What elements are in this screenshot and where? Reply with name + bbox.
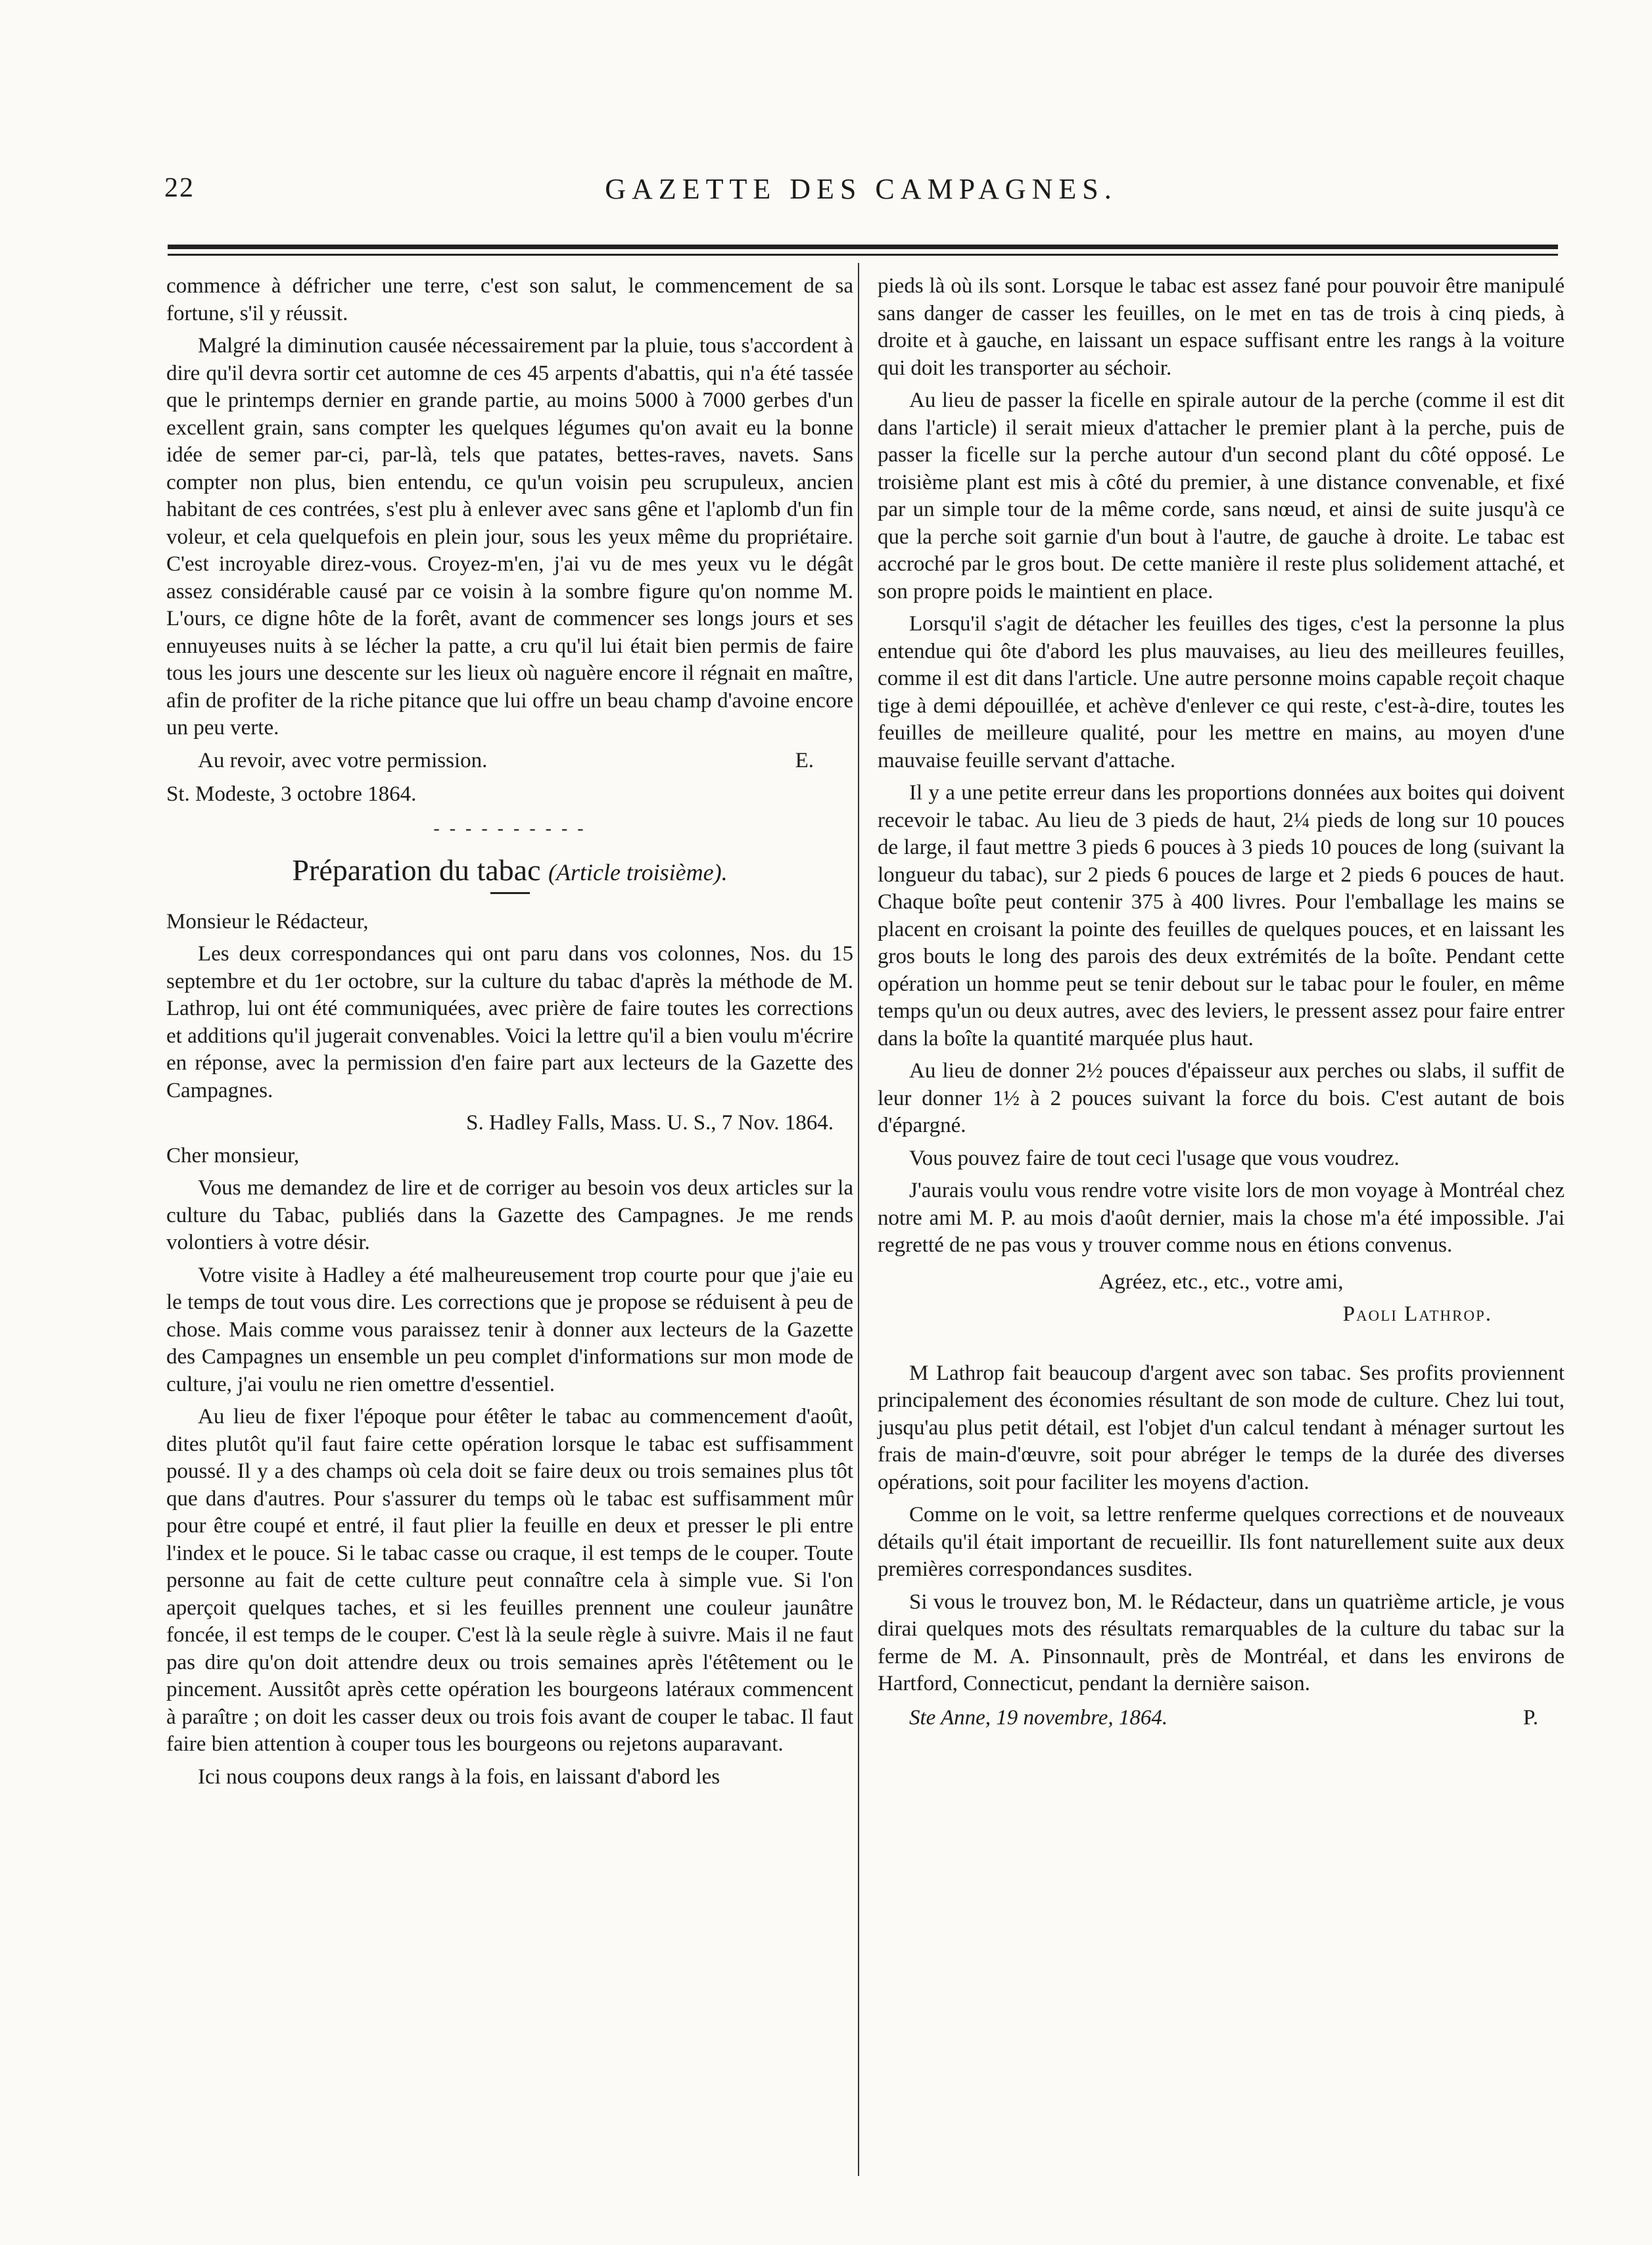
paragraph: Votre visite à Hadley a été malheureusement trop courte pour que j'aie eu le temps de tout vous dire. Les corrections que je propose se réduisent à peu de chose. Mais comme vous paraissez tenir à donner aux lecteurs de la Gazette des Campagnes un ensemble un peu complet d'informations sur mon mode de culture, j'ai voulu ne rien omettre d'essentiel. (166, 1263, 853, 1396)
publication-title: GAZETTE DES CAMPAGNES. (605, 173, 1118, 205)
header-rule-thin (168, 254, 1558, 256)
paragraph: Vous me demandez de lire et de corriger au besoin vos deux articles sur la culture du Tabac, publiés dans la Gazette des Campagnes. Je me rends volontiers à votre désir. (166, 1176, 853, 1254)
page-header (164, 172, 1558, 212)
paragraph: Au lieu de fixer l'époque pour étêter le tabac au commencement d'août, dites plutôt qu'il faut faire cette opération lorsque le tabac est suffisamment poussé. Il y a des champs où cela doit se faire deux ou trois semaines plus tôt que dans d'autres. Pour s'assurer du temps où le tabac est suffisamment mûr pour être coupé et entré, il faut plier la feuille en deux et presser le pli entre l'index et le pouce. Si le tabac casse ou craque, il est temps de le couper. Toute personne au fait de cette culture peut connaître cela à simple vue. Si l'on aperçoit quelques taches, et si les feuilles prennent une couleur jaunâtre foncée, il est temps de le couper. C'est là la seule règle à suivre. Mais il ne faut pas dire qu'on doit attendre deux ou trois semaines après l'étêtement ou le pincement. Aussitôt après cette opération les bourgeons latéraux commencent à paraître ; on doit les casser deux ou trois fois avant de couper le tabac. Il faut faire bien attention à couper tous les bourgeons ou rejetons auparavant. (166, 1405, 853, 1756)
salutation: Monsieur le Rédacteur, (166, 909, 369, 933)
column-divider (858, 263, 859, 2176)
paragraph: Ici nous coupons deux rangs à la fois, en laissant d'abord les (198, 1764, 720, 1789)
article-subtitle: (Article troisième). (548, 859, 728, 886)
title-dash (490, 892, 530, 894)
closing-text: Au revoir, avec votre permission. (198, 748, 488, 772)
right-column (878, 273, 1565, 1732)
letter-dateline: S. Hadley Falls, Mass. U. S., 7 Nov. 1864. (466, 1111, 834, 1135)
paragraph: Il y a une petite erreur dans les proportions données aux boites qui doivent recevoir le tabac. Au lieu de 3 pieds de haut, 2¼ pieds de long sur 10 pouces de large, il faut mettre 3 pieds 6 pouces à 3 pieds 10 pouces de long (suivant la longueur du tabac), sur 2 pieds 6 pouces de large et 2 pieds 6 pouces de haut. Chaque boîte peut contenir 375 à 400 livres. Pour l'emballage les mains se placent en croisant la pointe des feuilles de quelques pouces, et en laissant les gros bouts le long des parois des deux extrémités de la boîte. Pendant cette opération un homme peut se tenir debout sur le tabac pour le fouler, en même temps qu'un ou deux autres, avec des leviers, le pressent assez pour faire entrer dans la boîte la quantité marquée plus haut. (878, 781, 1565, 1051)
paragraph: Au lieu de donner 2½ pouces d'épaisseur aux perches ou slabs, il suffit de leur donner 1½ à 2 pouces suivant la force du bois. C'est autant de bois d'épargné. (878, 1059, 1565, 1137)
letter-salutation: Cher monsieur, (166, 1143, 300, 1168)
article-title (166, 853, 853, 887)
section-ornament: - - - - - - - - - - (433, 818, 586, 839)
page-number: 22 (164, 173, 195, 203)
paragraph: Vous pouvez faire de tout ceci l'usage que vous voudrez. (909, 1146, 1400, 1170)
spacer (878, 1334, 1565, 1360)
dateline-line (878, 1705, 1565, 1732)
paragraph: commence à défricher une terre, c'est son salut, le commencement de sa fortune, s'il y réussit. (166, 274, 853, 325)
closing-signature: E. (795, 748, 814, 772)
paragraph: Comme on le voit, sa lettre renferme quelques corrections et de nouveaux détails qu'il était important de recueillir. Ils font naturellement suite aux deux premières correspondances susdites. (878, 1503, 1565, 1581)
header-rule-thick (168, 245, 1558, 249)
left-column (166, 273, 853, 1796)
letter-signoff: Agréez, etc., etc., votre ami, (1098, 1269, 1344, 1294)
paragraph: J'aurais voulu vous rendre votre visite lors de mon voyage à Montréal chez notre ami M. P. au mois d'août dernier, mais la chose m'a été impossible. J'ai regretté de ne pas vous y trouver comme nous en étions convenus. (878, 1179, 1565, 1257)
article-title-text: Préparation du tabac (292, 853, 541, 887)
dateline: Ste Anne, 19 novembre, 1864. (909, 1705, 1168, 1730)
paragraph: Lorsqu'il s'agit de détacher les feuilles des tiges, c'est la personne la plus entendue qui ôte d'abord les plus mauvaises, au lieu des meilleures feuilles, comme il est dit dans l'article. Une autre personne moins capable reçoit chaque tige à demi dépouillée, et achève d'enlever ce qui reste, c'est-à-dire, toutes les feuilles de meilleure qualité, pour les mettre en mains, au moyen d'une mauvaise feuille servant d'attache. (878, 612, 1565, 772)
paragraph: Au lieu de passer la ficelle en spirale autour de la perche (comme il est dit dans l'article) il serait mieux d'attacher le premier plant à la perche, puis de passer la ficelle sur la perche autour d'un second plant du côté opposé. Le troisième plant est mis à côté du premier, à une distance convenable, et fixé par un simple tour de la même corde, sans nœud, et ainsi de suite jusqu'à ce que la perche soit garnie d'un bout à l'autre, de gauche à droite. Le tabac est accroché par le gros bout. De cette manière il reste plus solidement attaché, et son propre poids le maintient en place. (878, 389, 1565, 603)
letter-signature: Paoli Lathrop. (1342, 1302, 1492, 1326)
paragraph: pieds là où ils sont. Lorsque le tabac est assez fané pour pouvoir être manipulé sans danger de casser les feuilles, on le met en tas de trois à cinq pieds, à droite et à gauche, en laissant un espace suffisant entre les rangs à la voiture qui doit les transporter au séchoir. (878, 274, 1565, 380)
paragraph: Les deux correspondances qui ont paru dans vos colonnes, Nos. du 15 septembre et du 1er octobre, sur la culture du tabac d'après la méthode de M. Lathrop, lui ont été communiquées, avec prière de faire toutes les corrections et additions qu'il jugerait convenables. Voici la lettre qu'il a bien voulu m'écrire en réponse, avec la permission d'en faire part aux lecteurs de la Gazette des Campagnes. (166, 942, 853, 1102)
paragraph: Si vous le trouvez bon, M. le Rédacteur, dans un quatrième article, je vous dirai quelques mots des résultats remarquables de la culture du tabac sur la ferme de M. A. Pinsonnault, près de Montréal, et dans les environs de Hartford, Connecticut, pendant la dernière saison. (878, 1590, 1565, 1695)
paragraph: Malgré la diminution causée nécessairement par la pluie, tous s'accordent à dire qu'il devra sortir cet automne de ces 45 arpents d'abattis, qui n'a été tassée que le printemps dernier en grande partie, au moins 5000 à 7000 gerbes d'un excellent grain, sans compter les quelques légumes qu'on avait eu la bonne idée de semer par-ci, par-là, tels que patates, bettes-raves, navets. Sans compter non plus, bien entendu, ce qu'un voisin peu scrupuleux, ancien habitant de ces contrées, s'est plu à enlever avec sans gêne et l'aplomb d'un fin voleur, et cela quelquefois en plein jour, sous les yeux même du propriétaire. C'est incroyable direz-vous. Croyez-m'en, j'ai vu de mes yeux vu le dégât assez considérable causé par ce voisin à la sombre figure qu'on nomme M. L'ours, ce digne hôte de la forêt, avant de commencer ses longs jours et ses ennuyeuses nuits à se lécher la patte, a cru qu'il lui était bien permis de faire tous les jours une descente sur les lieux où naguère encore il régnait en maître, afin de profiter de la riche pitance que lui offre un beau champ d'avoine encore un peu verte. (166, 334, 853, 740)
dateline-signature: P. (1523, 1705, 1538, 1730)
paragraph: M Lathrop fait beaucoup d'argent avec son tabac. Ses profits proviennent principalement des économies résultant de son mode de culture. Chez lui tout, jusqu'au plus petit détail, est l'objet d'un calcul tendant à ménager surtout les frais de main-d'œuvre, soit pour abréger le temps de la durée des diverses opérations, soit pour faciliter les moyens d'action. (878, 1361, 1565, 1494)
closing-line (166, 747, 853, 775)
dateline: St. Modeste, 3 octobre 1864. (166, 782, 417, 806)
